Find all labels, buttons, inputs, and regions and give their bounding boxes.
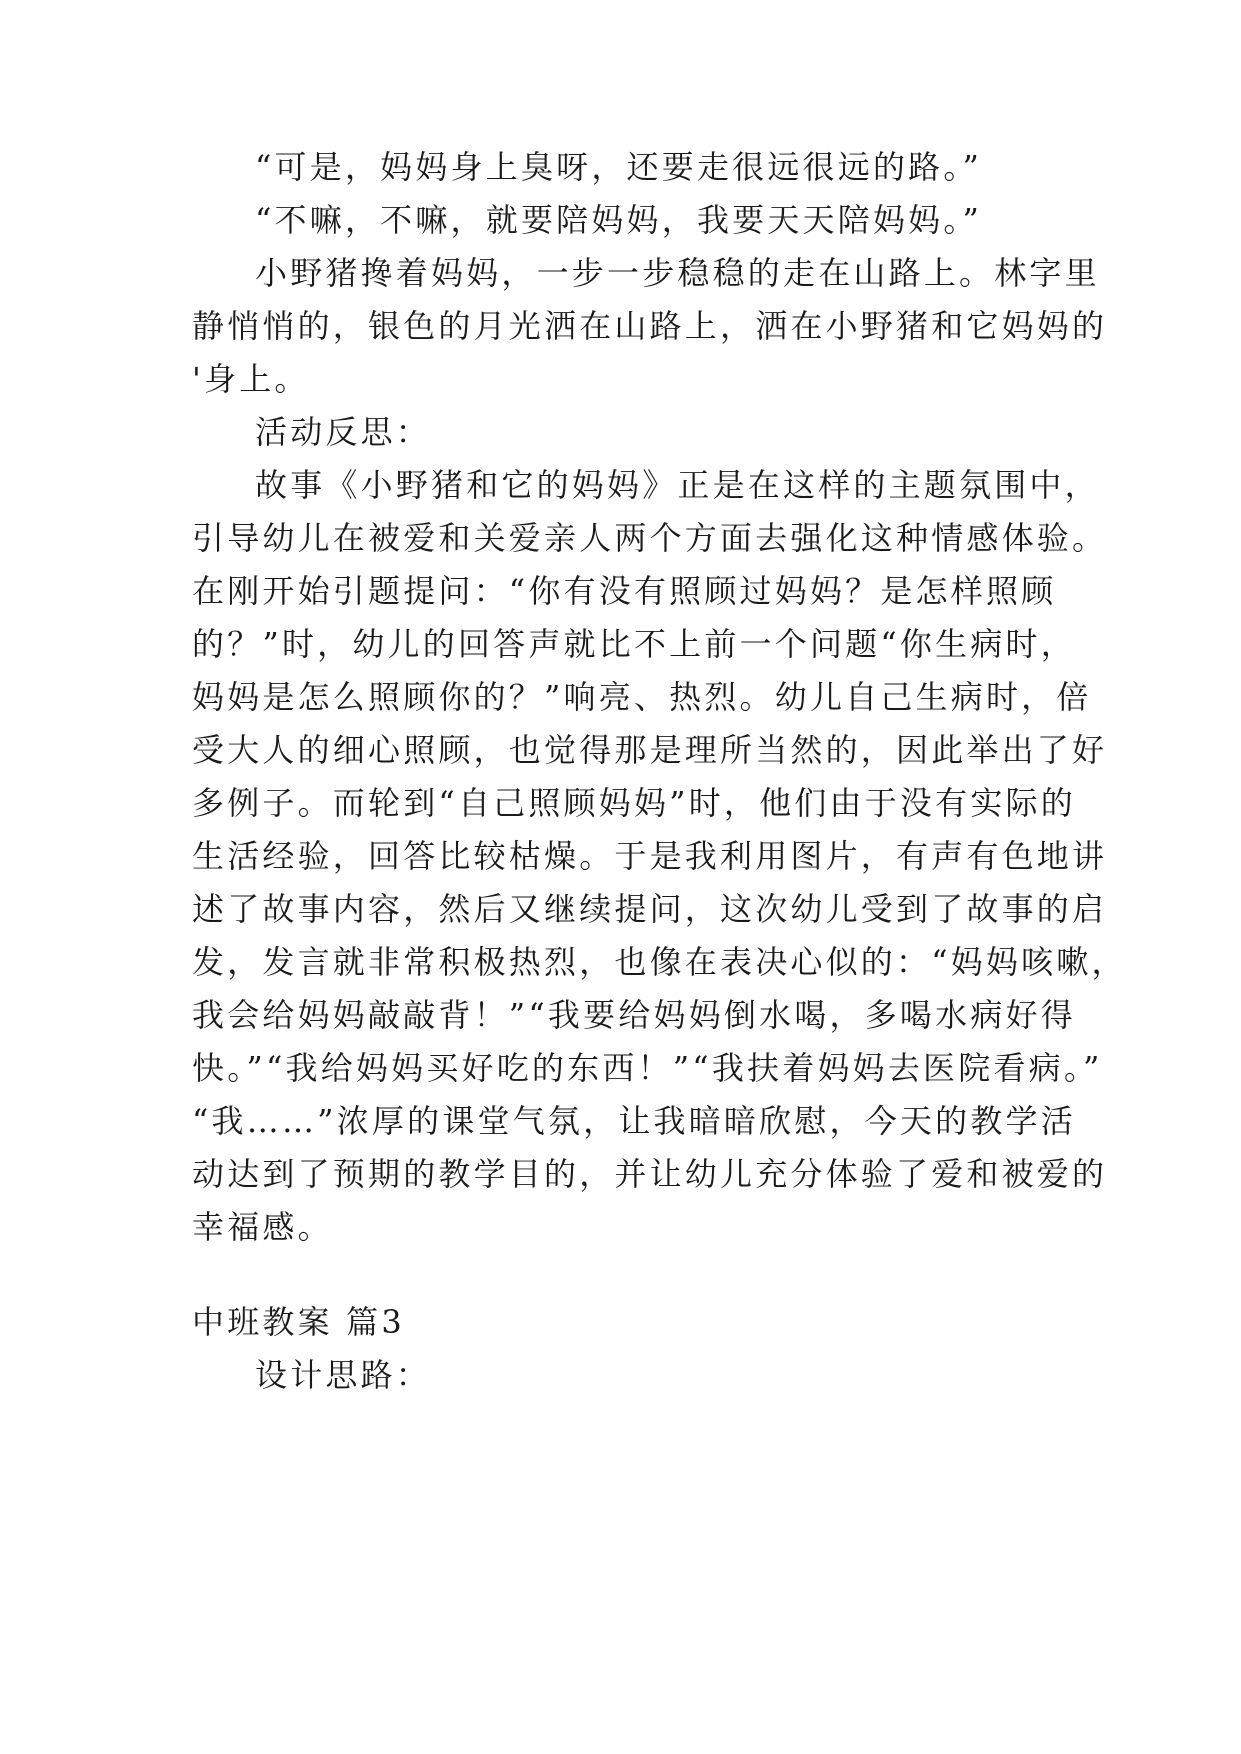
paragraph-line: 发，发言就非常积极热烈，也像在表决心似的：“妈妈咳嗽，	[192, 943, 1127, 981]
paragraph-line: 我会给妈妈敲敲背！”“我要给妈妈倒水喝，多喝水病好得	[192, 996, 1076, 1034]
lesson-heading: 中班教案 篇3	[192, 1303, 405, 1341]
paragraph-line: 的？”时，幼儿的回答声就比不上前一个问题“你生病时，	[192, 625, 1076, 663]
dialogue-line: “可是，妈妈身上臭呀，还要走很远很远的路。”	[255, 148, 983, 186]
paragraph-line: 幸福感。	[192, 1208, 333, 1246]
paragraph-line: 生活经验，回答比较枯燥。于是我利用图片，有声有色地讲	[192, 837, 1108, 875]
paragraph-line: 静悄悄的，银色的月光洒在山路上，洒在小野猪和它妈妈的	[192, 307, 1108, 345]
section-heading: 活动反思：	[255, 413, 432, 451]
paragraph-line: 小野猪搀着妈妈，一步一步稳稳的走在山路上。林字里	[255, 254, 1100, 292]
paragraph-line: “我……”浓厚的课堂气氛，让我暗暗欣慰，今天的教学活	[192, 1102, 1076, 1140]
paragraph-line: 引导幼儿在被爱和关爱亲人两个方面去强化这种情感体验。	[192, 519, 1108, 557]
paragraph-line: 述了故事内容，然后又继续提问，这次幼儿受到了故事的启	[192, 890, 1108, 928]
paragraph-line: 故事《小野猪和它的妈妈》正是在这样的主题氛围中，	[255, 466, 1100, 504]
section-heading: 设计思路：	[255, 1356, 432, 1394]
paragraph-line: 在刚开始引题提问：“你有没有照顾过妈妈？是怎样照顾	[192, 572, 1057, 610]
paragraph-line: 妈妈是怎么照顾你的？”响亮、热烈。幼儿自己生病时，倍	[192, 678, 1092, 716]
paragraph-line: 快。”“我给妈妈买好吃的东西！”“我扶着妈妈去医院看病。”	[192, 1049, 1103, 1087]
paragraph-line: 多例子。而轮到“自己照顾妈妈”时，他们由于没有实际的	[192, 784, 1076, 822]
paragraph-line: '身上。	[192, 360, 310, 398]
paragraph-line: 受大人的细心照顾，也觉得那是理所当然的，因此举出了好	[192, 731, 1108, 769]
paragraph-line: 动达到了预期的教学目的，并让幼儿充分体验了爱和被爱的	[192, 1155, 1108, 1193]
dialogue-line: “不嘛，不嘛，就要陪妈妈，我要天天陪妈妈。”	[255, 201, 983, 239]
